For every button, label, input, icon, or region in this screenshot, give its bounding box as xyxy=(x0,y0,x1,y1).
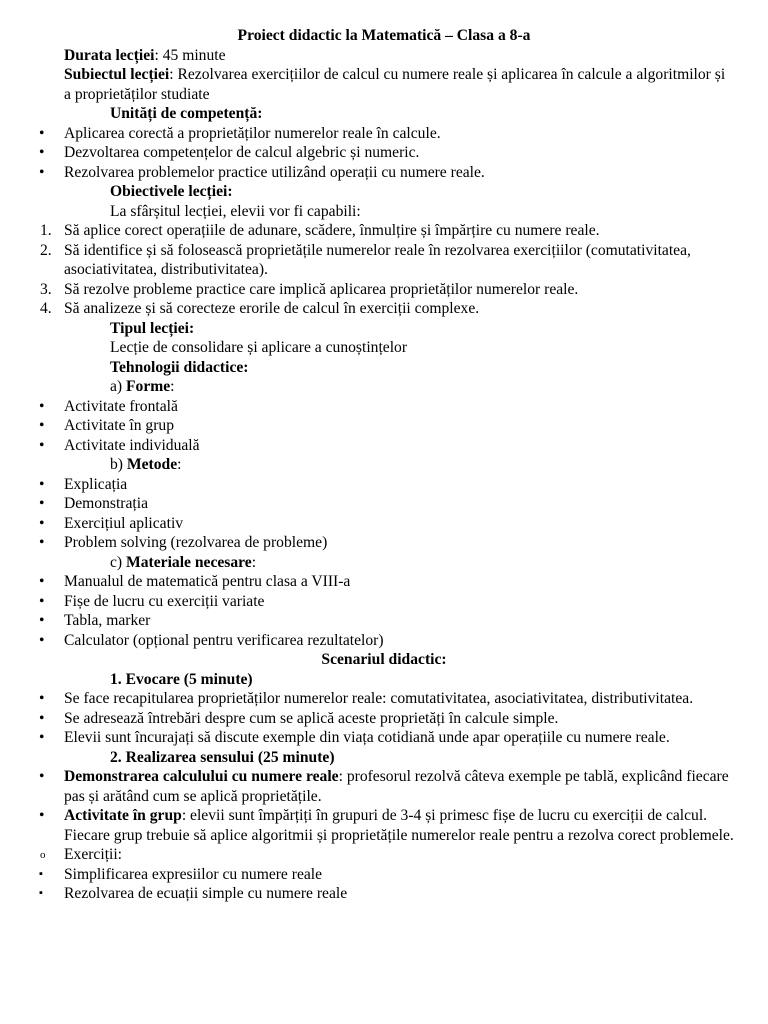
subiect-line xyxy=(64,65,734,104)
list-item: ▪ Simplificarea expresiilor cu numere reale xyxy=(64,865,734,885)
list-item xyxy=(64,767,734,806)
item-text: : elevii sunt împărțiți în grupuri de 3-4 și primesc fișe de lucru cu exerciții de calcul. Fiecare grup trebuie să aplice algoritmii și proprietățile numerelor reale pentru a rezolva corect problemele. xyxy=(64,807,734,844)
metode-prefix: b) xyxy=(110,456,127,473)
item-number: 4. xyxy=(40,300,52,317)
materiale-label: Materiale necesare xyxy=(126,553,252,571)
list-item: • Exercițiul aplicativ xyxy=(64,514,734,534)
page-title: Proiect didactic la Matematică – Clasa a 8-a xyxy=(237,27,531,44)
subiect-value: : Rezolvarea exercițiilor de calcul cu numere reale și aplicarea în calcule a algoritmilor și a proprietăților studiate xyxy=(64,66,726,103)
durata-value: : 45 minute xyxy=(154,46,226,64)
durata-label: Durata lecției xyxy=(64,46,155,64)
list-item: o Exerciții: xyxy=(64,845,734,865)
list-item: • Fișe de lucru cu exerciții variate xyxy=(64,592,734,612)
item-number: 1. xyxy=(40,222,52,239)
list-item: • Elevii sunt încurajați să discute exemple din viața cotidiană unde apar operațiile cu numere reale. xyxy=(64,728,734,748)
evocare-heading: 1. Evocare (5 minute) xyxy=(110,670,253,688)
forme-list xyxy=(64,397,734,456)
list-item: ▪ Rezolvarea de ecuații simple cu numere reale xyxy=(64,884,734,904)
forme-suffix: : xyxy=(170,378,175,395)
list-item: • Activitate individuală xyxy=(64,436,734,456)
subiect-label: Subiectul lecției xyxy=(64,66,170,83)
list-item: • Tabla, marker xyxy=(64,611,734,631)
list-item: • Dezvoltarea competențelor de calcul algebric și numeric. xyxy=(64,143,734,163)
list-item: • Explicația xyxy=(64,475,734,495)
item-label: Demonstrarea calculului cu numere reale xyxy=(64,768,339,785)
materiale-heading xyxy=(64,553,734,573)
obiective-list xyxy=(40,221,734,319)
competente-heading: Unități de competență: xyxy=(110,105,263,122)
materiale-list xyxy=(64,572,734,650)
list-item: • Rezolvarea problemelor practice utilizând operații cu numere reale. xyxy=(64,163,734,183)
item-text: Să identifice și să folosească proprietățile numerelor reale în rezolvarea exercițiilor (comutativitatea, asociativitatea, distributivitatea). xyxy=(64,241,691,278)
forme-prefix: a) xyxy=(110,378,127,395)
list-item: • Activitate frontală xyxy=(64,397,734,417)
realizare-list xyxy=(64,767,734,904)
durata-line xyxy=(64,46,734,66)
tip-value: Lecție de consolidare și aplicare a cunoștințelor xyxy=(110,339,408,356)
forme-heading xyxy=(64,377,734,397)
list-item: • Activitate în grup xyxy=(64,416,734,436)
item-text: Să aplice corect operațiile de adunare, scădere, înmulțire și împărțire cu numere reale. xyxy=(64,222,600,239)
materiale-suffix: : xyxy=(251,553,257,571)
scenariu-heading: Scenariul didactic: xyxy=(321,651,447,668)
obiective-intro: La sfârșitul lecției, elevii vor fi capabili: xyxy=(110,202,361,220)
list-item xyxy=(40,241,734,280)
item-number: 3. xyxy=(40,280,52,298)
list-item: • Se face recapitularea proprietăților numerelor reale: comutativitatea, asociativitatea, distributivitatea. xyxy=(64,689,734,709)
materiale-prefix: c) xyxy=(110,553,127,571)
forme-label: Forme xyxy=(126,378,171,395)
list-item xyxy=(40,280,734,300)
item-text: Să analizeze și să corecteze erorile de calcul în exerciții complexe. xyxy=(64,300,480,317)
list-item: • Problem solving (rezolvarea de probleme) xyxy=(64,533,734,553)
list-item: • Se adresează întrebări despre cum se aplică aceste proprietăți în calcule simple. xyxy=(64,709,734,729)
list-item: • Manualul de matematică pentru clasa a VIII-a xyxy=(64,572,734,592)
competente-list xyxy=(64,124,734,183)
tip-heading: Tipul lecției: xyxy=(110,319,195,337)
list-item: • Demonstrația xyxy=(64,494,734,514)
tehnologii-heading: Tehnologii didactice: xyxy=(110,358,249,376)
list-item: • Calculator (opțional pentru verificarea rezultatelor) xyxy=(64,631,734,651)
evocare-list xyxy=(64,689,734,748)
obiective-heading: Obiectivele lecției: xyxy=(110,183,233,200)
item-text: : profesorul rezolvă câteva exemple pe tablă, explicând fiecare pas și arătând cum se aplică proprietățile. xyxy=(64,768,729,805)
metode-suffix: : xyxy=(177,456,182,473)
metode-heading xyxy=(64,455,734,475)
metode-label: Metode xyxy=(126,456,178,473)
realizare-heading: 2. Realizarea sensului (25 minute) xyxy=(110,748,335,766)
list-item: • Aplicarea corectă a proprietăților numerelor reale în calcule. xyxy=(64,124,734,144)
list-item xyxy=(40,299,734,319)
list-item xyxy=(40,221,734,241)
item-number: 2. xyxy=(40,241,52,259)
metode-list xyxy=(64,475,734,553)
item-text: Să rezolve probleme practice care implică aplicarea proprietăților numerelor reale. xyxy=(64,280,579,298)
list-item xyxy=(64,806,734,845)
item-label: Activitate în grup xyxy=(64,807,182,824)
